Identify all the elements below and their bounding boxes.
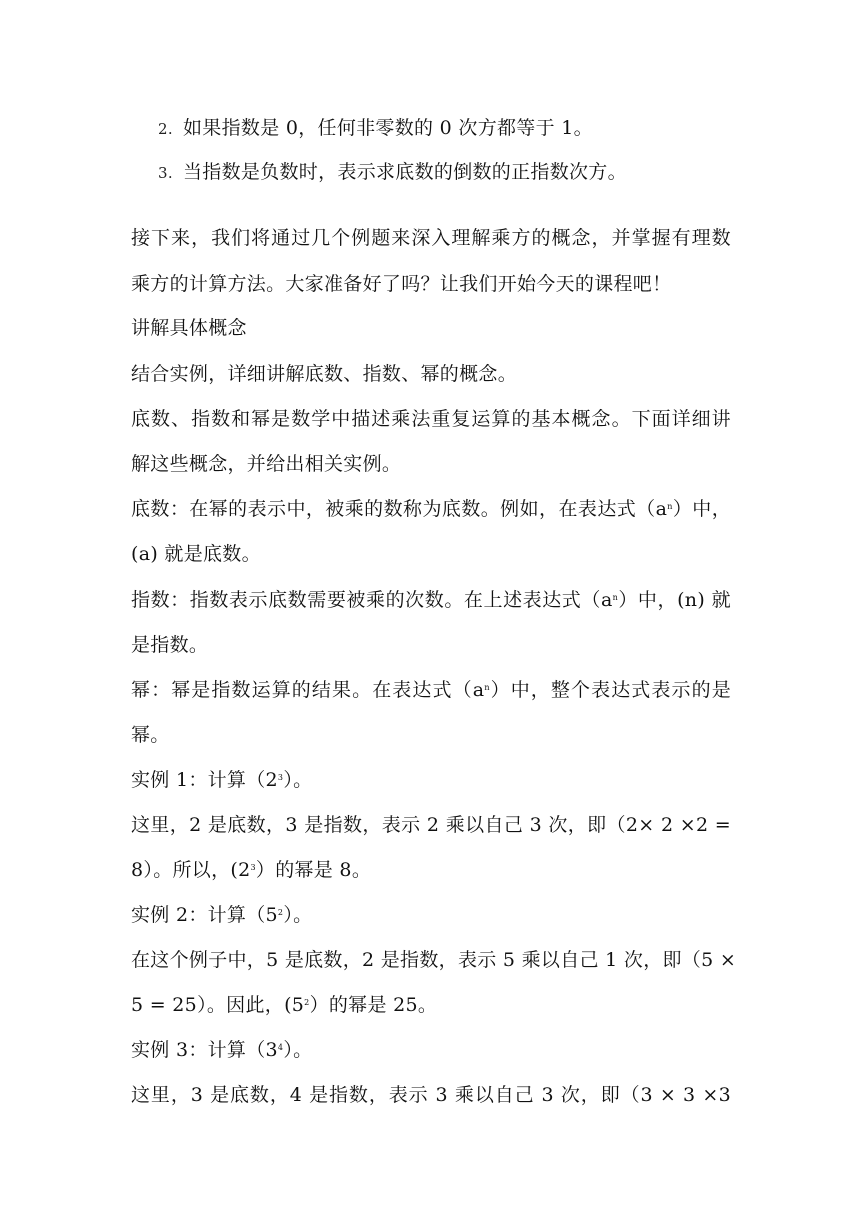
list-item [158,116,593,141]
list-number: 2. [158,120,173,138]
text-segment: ）。 [283,769,313,791]
overview-line: 底数、指数和幂是数学中描述乘法重复运算的基本概念。下面详细讲 [131,408,731,430]
list-text: 如果指数是 0，任何非零数的 0 次方都等于 1。 [183,117,593,139]
list-number: 3. [158,164,173,182]
base-definition-cont: (a) 就是底数。 [131,543,261,565]
example-3-title [131,1038,312,1062]
example-3-line: 这里，3 是底数，4 是指数，表示 3 乘以自己 3 次，即（3 × 3 ×3 [131,1084,731,1106]
text-segment: ）的幂是 25。 [309,994,438,1016]
example-1-line: 这里，2 是底数，3 是指数，表示 2 乘以自己 3 次，即（2× 2 ×2 = [131,814,731,836]
overview-line: 解这些概念，并给出相关实例。 [131,453,402,475]
text-segment: ）中，(n) 就 [618,589,731,611]
text-segment: ）的幂是 8。 [255,859,372,881]
example-2-line [131,993,437,1017]
text-segment: ）。 [283,904,313,926]
exponent-definition [131,588,731,612]
power-definition [131,678,731,702]
intro-line: 接下来，我们将通过几个例题来深入理解乘方的概念，并掌握有理数 [131,227,731,249]
text-segment: 底数：在幂的表示中，被乘的数称为底数。例如，在表达式（a [131,498,668,520]
text-segment: 5 = 25）。因此，(5 [131,994,305,1016]
superscript: 4 [277,1043,284,1052]
superscript: n [484,683,490,692]
text-segment: 实例 1：计算（2 [131,769,278,791]
section-subtitle: 结合实例，详细讲解底数、指数、幂的概念。 [131,363,518,385]
text-segment: 实例 3：计算（3 [131,1039,278,1061]
text-segment: 幂：幂是指数运算的结果。在表达式（a [131,679,485,701]
text-segment: 指数：指数表示底数需要被乘的次数。在上述表达式（a [131,589,613,611]
example-2-title [131,903,312,927]
example-1-line [131,858,371,882]
intro-line: 乘方的计算方法。大家准备好了吗？让我们开始今天的课程吧！ [131,273,672,295]
base-definition [131,497,731,521]
list-item [158,160,627,185]
superscript: 2 [304,998,310,1007]
exponent-definition-cont: 是指数。 [131,634,209,656]
power-definition-cont: 幂。 [131,724,170,746]
text-segment: ）中， [672,498,731,520]
superscript: n [612,593,619,602]
text-segment: 实例 2：计算（5 [131,904,278,926]
text-segment: 8）。所以，(2 [131,859,251,881]
text-segment: ）中，整个表达式表示的是 [489,679,731,701]
superscript: 3 [277,773,284,782]
section-heading: 讲解具体概念 [131,317,247,339]
example-2-line: 在这个例子中，5 是底数，2 是指数，表示 5 乘以自己 1 次，即（5 × [131,949,737,971]
superscript: 2 [277,908,284,917]
list-text: 当指数是负数时，表示求底数的倒数的正指数次方。 [183,161,627,183]
superscript: n [667,502,673,511]
text-segment: ）。 [283,1039,313,1061]
superscript: 3 [250,863,256,872]
example-1-title [131,768,312,792]
